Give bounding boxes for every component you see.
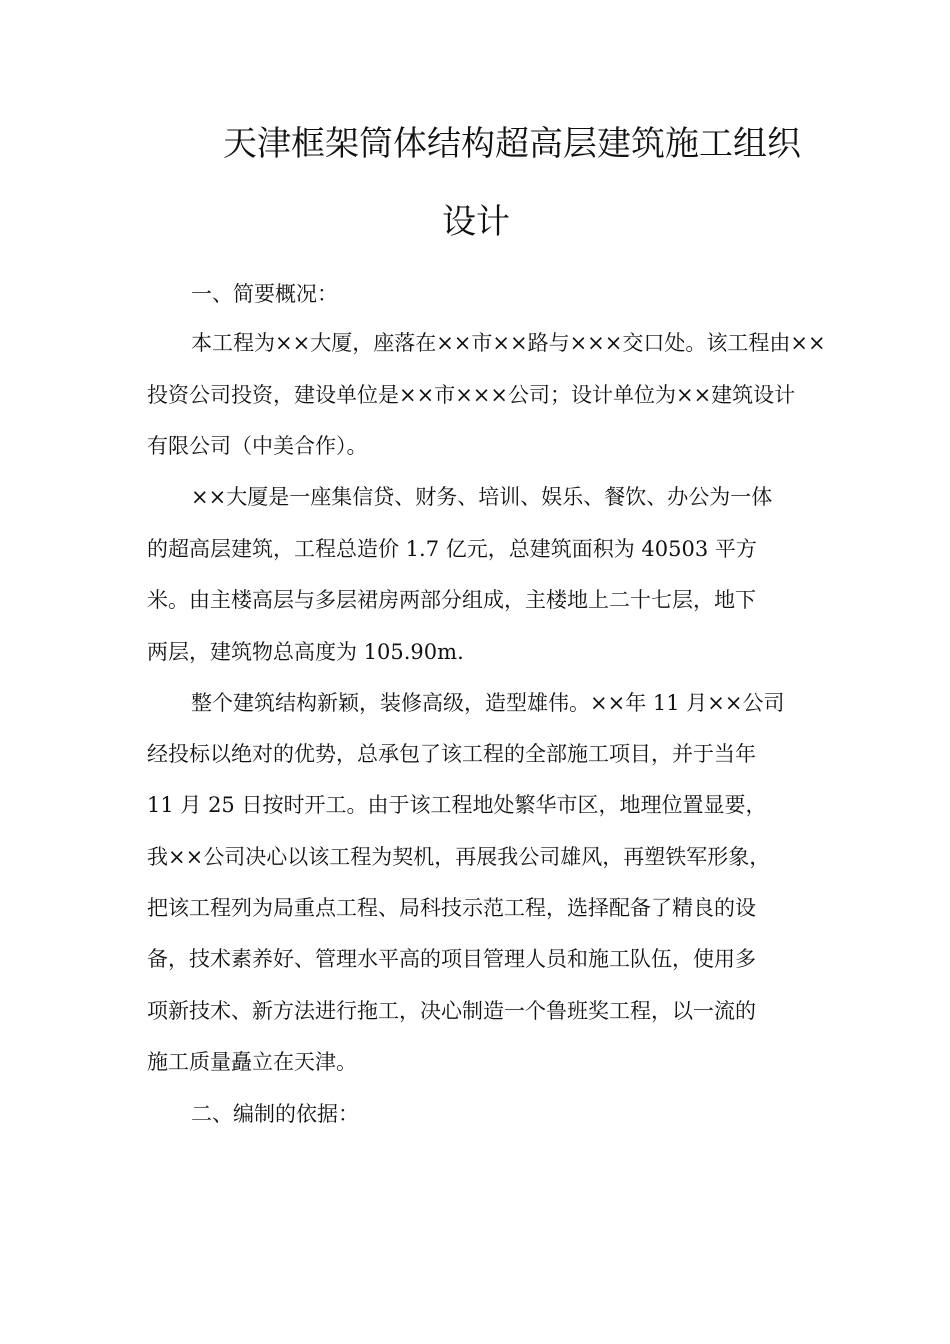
document-title-line-2: 设计 <box>442 202 510 242</box>
paragraph-line: 整个建筑结构新颖，装修高级，造型雄伟。××年 11 月××公司 <box>191 691 785 715</box>
paragraph-line: 的超高层建筑，工程总造价 1.7 亿元，总建筑面积为 40503 平方 <box>147 537 757 561</box>
paragraph-line: 我××公司决心以该工程为契机，再展我公司雄风，再塑铁军形象， <box>147 845 771 869</box>
paragraph-line: 本工程为××大厦，座落在××市××路与×××交口处。该工程由×× <box>191 331 826 355</box>
section-heading-overview: 一、简要概况： <box>191 282 338 306</box>
paragraph-line: 项新技术、新方法进行拖工，决心制造一个鲁班奖工程，以一流的 <box>147 999 756 1023</box>
document-title-line-1: 天津框架筒体结构超高层建筑施工组织 <box>223 124 801 164</box>
paragraph-line: 施工质量矗立在天津。 <box>147 1050 357 1074</box>
paragraph-line: 两层，建筑物总高度为 105.90m. <box>147 640 464 664</box>
section-heading-basis: 二、编制的依据： <box>191 1102 359 1126</box>
paragraph-line: 把该工程列为局重点工程、局科技示范工程，选择配备了精良的设 <box>147 896 756 920</box>
paragraph-line: 有限公司（中美合作）。 <box>147 434 368 458</box>
paragraph-line: ××大厦是一座集信贷、财务、培训、娱乐、餐饮、办公为一体 <box>191 485 773 509</box>
paragraph-line: 经投标以绝对的优势，总承包了该工程的全部施工项目，并于当年 <box>147 742 756 766</box>
paragraph-line: 投资公司投资，建设单位是××市×××公司；设计单位为××建筑设计 <box>147 383 796 407</box>
paragraph-line: 米。由主楼高层与多层裙房两部分组成，主楼地上二十七层，地下 <box>147 588 756 612</box>
paragraph-line: 11 月 25 日按时开工。由于该工程地处繁华市区，地理位置显要， <box>147 793 767 817</box>
paragraph-line: 备，技术素养好、管理水平高的项目管理人员和施工队伍，使用多 <box>147 947 756 971</box>
